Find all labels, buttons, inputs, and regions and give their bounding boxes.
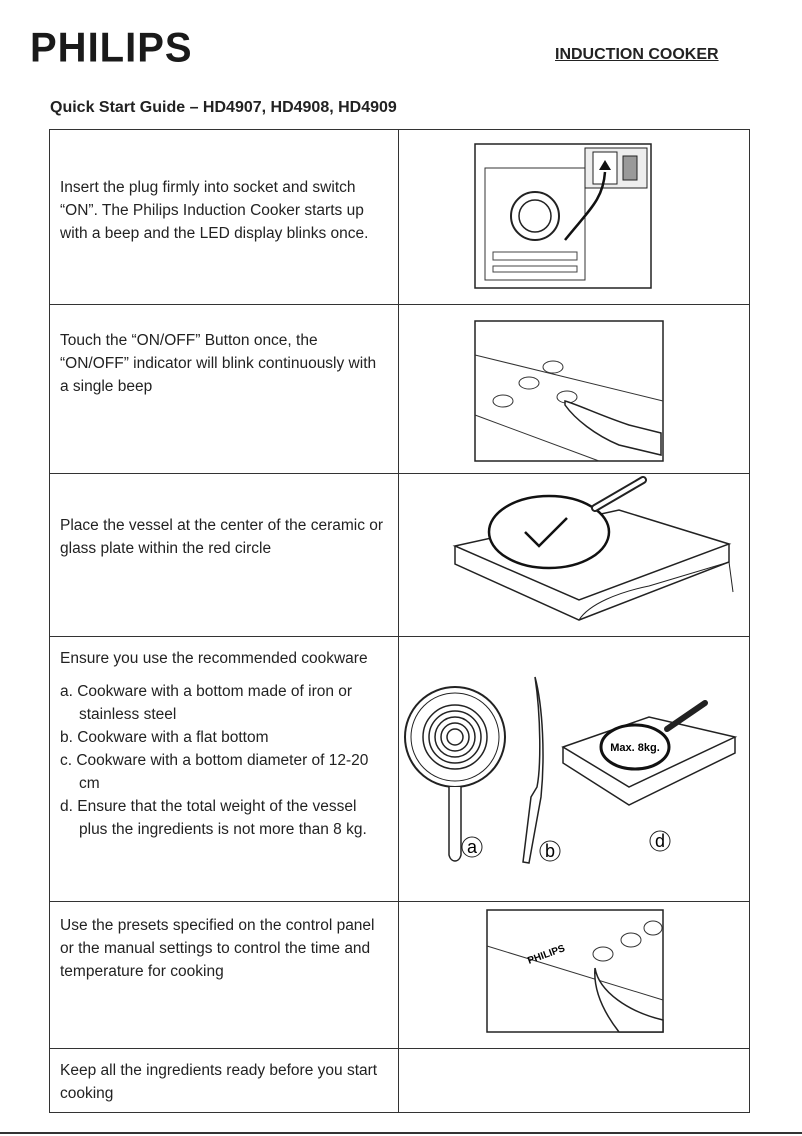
step-text: Touch the “ON/OFF” Button once, the “ON/OFF” indicator will blink continuously with a single beep [50, 305, 399, 474]
cookware-list [60, 680, 388, 841]
panel-brand: PHILIPS [526, 943, 567, 967]
list-item: a. Cookware with a bottom made of iron or stainless steel [60, 683, 353, 723]
page-title: Quick Start Guide – HD4907, HD4908, HD4909 [50, 99, 397, 116]
philips-logo: PHILIPS [30, 24, 193, 72]
touch-button-illustration [399, 305, 750, 474]
step-row [50, 637, 750, 902]
step-text: Place the vessel at the center of the ceramic or glass plate within the red circle [50, 474, 399, 637]
step-row [50, 902, 750, 1049]
step-text: Ensure you use the recommended cookware [60, 650, 368, 667]
step-row [50, 130, 750, 305]
step-row [50, 305, 750, 474]
step-text: Use the presets specified on the control panel or the manual settings to control the time and temperature for cooking [50, 902, 399, 1049]
step-text: Insert the plug firmly into socket and switch “ON”. The Philips Induction Cooker starts up with a beep and the LED display blinks once. [50, 130, 399, 305]
document-type: INDUCTION COOKER [555, 46, 719, 63]
list-item: d. Ensure that the total weight of the vessel plus the ingredients is not more than 8 kg. [60, 798, 367, 838]
step-row [50, 1049, 750, 1113]
label-b: b [545, 841, 556, 861]
empty-cell [399, 1049, 750, 1113]
vessel-placement-illustration [399, 474, 750, 637]
max-weight-label: Max. 8kg. [610, 742, 660, 754]
page-divider [0, 1132, 802, 1134]
list-item: c. Cookware with a bottom diameter of 12-20 cm [60, 752, 369, 792]
steps-table [49, 129, 750, 1113]
cookware-illustration [399, 637, 750, 902]
label-d: d [655, 831, 666, 851]
control-panel-illustration [399, 902, 750, 1049]
step-text-cell [50, 637, 399, 902]
list-item: b. Cookware with a flat bottom [60, 729, 269, 746]
plug-socket-illustration [399, 130, 750, 305]
label-a: a [467, 837, 478, 857]
step-text: Keep all the ingredients ready before you start cooking [50, 1049, 399, 1113]
step-row [50, 474, 750, 637]
